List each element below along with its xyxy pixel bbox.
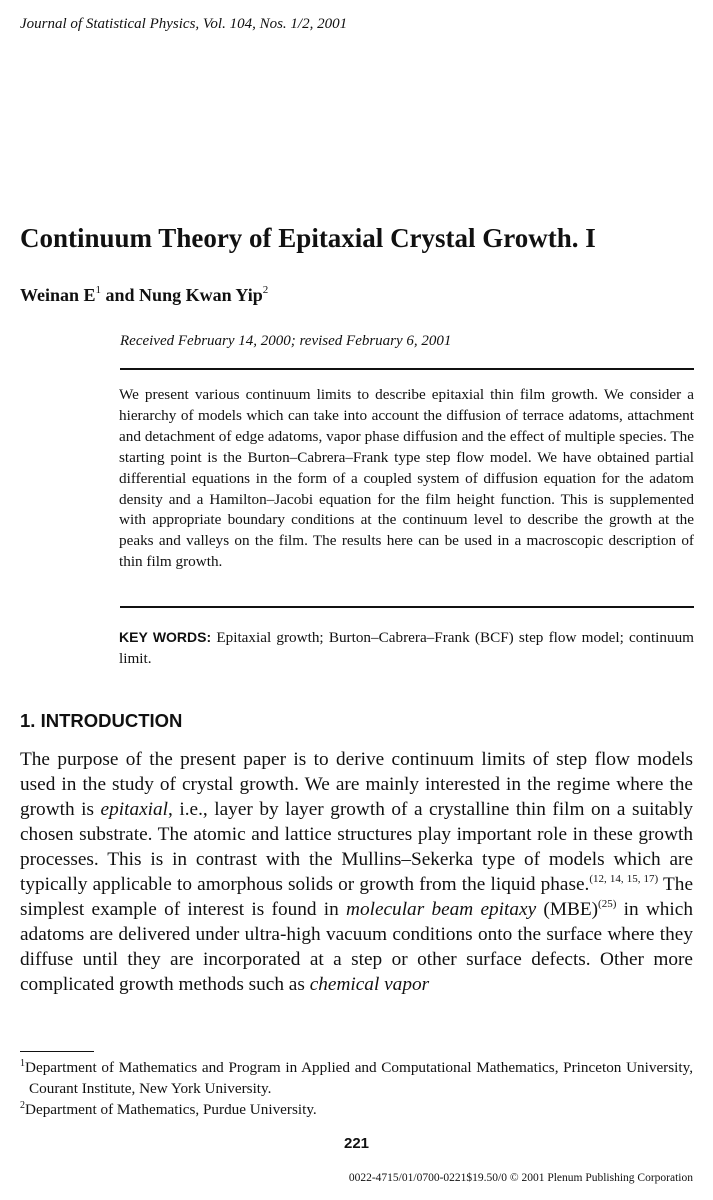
author-name-2: and Nung Kwan Yip: [101, 285, 263, 305]
footnotes: [20, 1057, 693, 1120]
journal-header: Journal of Statistical Physics, Vol. 104, Nos. 1/2, 2001: [20, 16, 348, 32]
abstract: We present various continuum limits to describe epitaxial thin film growth. We consider a hierarchy of models which can take into account the diffusion of terrace adatoms, attachment and detachment of edge adatoms, vapor phase diffusion and the effect of multiple species. The starting point is the Burton–Cabrera–Frank type step flow model. We have obtained partial differential equations in the form of a coupled system of diffusion equation for the adatom density and a Hamilton–Jacobi equation for the film height function. This is supplemented with appropriate boundary conditions at the continuum level to describe the growth at the peaks and valleys on the film. The results here can be used in a macroscopic description of thin film growth.: [119, 386, 694, 571]
introduction-paragraph: [20, 747, 693, 997]
footnote-2: [20, 1099, 693, 1120]
author-name-1: Weinan E: [20, 285, 96, 305]
citation-ref-2: (25): [598, 898, 617, 910]
footnote-1: [20, 1057, 693, 1099]
abstract-top-rule: [120, 368, 694, 370]
author-affiliation-mark-2: 2: [262, 284, 269, 296]
footnote-text-2: Department of Mathematics, Purdue University.: [25, 1101, 317, 1118]
intro-italic-epitaxial: epitaxial: [100, 799, 169, 820]
footnote-rule: [20, 1051, 94, 1052]
footnote-mark-1: 1: [20, 1058, 25, 1069]
paper-title: Continuum Theory of Epitaxial Crystal Growth. I: [20, 223, 596, 253]
page-number: 221: [343, 1135, 370, 1152]
intro-italic-cvd: chemical vapor: [309, 974, 430, 995]
intro-italic-mbe: molecular beam epitaxy: [346, 899, 537, 920]
intro-text-3: The simplest example of interest is found in: [20, 874, 694, 920]
received-dates: Received February 14, 2000; revised February 6, 2001: [120, 333, 452, 349]
keywords-label: KEY WORDS:: [119, 629, 212, 645]
copyright-line: 0022-4715/01/0700-0221$19.50/0 © 2001 Plenum Publishing Corporation: [348, 1172, 693, 1184]
footnote-text-1: Department of Mathematics and Program in Applied and Computational Mathematics, Princeton University, Courant Institute, New York University.: [25, 1059, 693, 1097]
abstract-bottom-rule: [120, 606, 694, 608]
keywords: [119, 627, 694, 669]
footnote-mark-2: 2: [20, 1100, 25, 1111]
keywords-text: Epitaxial growth; Burton–Cabrera–Frank (BCF) step flow model; continuum limit.: [119, 629, 694, 667]
intro-text-2: , i.e., layer by layer growth of a crystalline thin film on a suitably chosen substrate. The atomic and lattice structures play important role in these growth processes. This is in contrast with the Mullins–Sekerka type of models which are typically applicable to amorphous solids or growth from the liquid phase.: [20, 799, 694, 895]
section-heading: 1. INTRODUCTION: [20, 710, 183, 731]
intro-text-4: (MBE): [536, 899, 599, 920]
citation-ref-1: (12, 14, 15, 17): [589, 873, 659, 885]
author-line: [20, 284, 268, 306]
intro-text-5: in which adatoms are delivered under ultra-high vacuum conditions onto the surface where they diffuse until they are incorporated at a step or other surface defects. Other more complicated growth methods such as: [20, 899, 693, 995]
intro-text-1: The purpose of the present paper is to derive continuum limits of step flow models used in the study of crystal growth. We are mainly interested in the regime where the growth is: [20, 749, 693, 820]
author-affiliation-mark-1: 1: [95, 284, 102, 296]
